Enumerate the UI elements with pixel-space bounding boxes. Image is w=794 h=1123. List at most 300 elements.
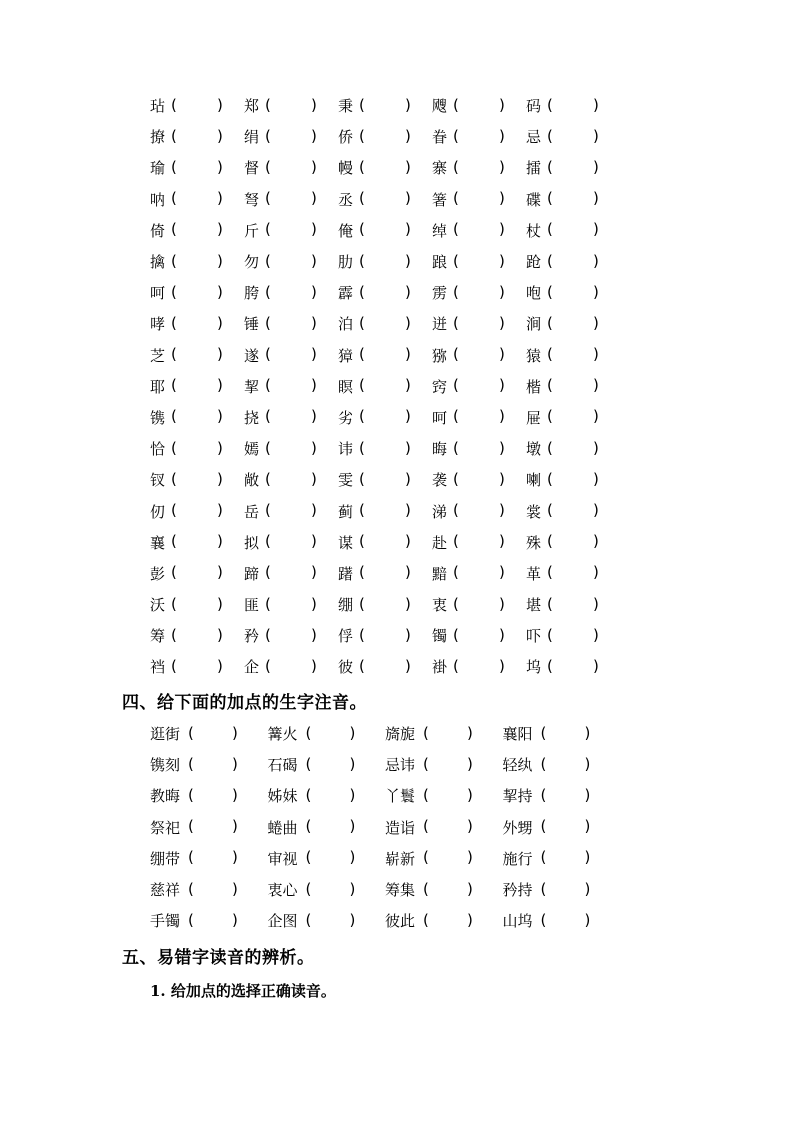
char-text: 墩: [526, 440, 542, 459]
pinyin-blank[interactable]: [545, 532, 620, 552]
close-paren: ): [232, 848, 238, 867]
pinyin-blank[interactable]: [421, 848, 501, 868]
pinyin-blank[interactable]: [357, 595, 432, 615]
char-text: 猿: [526, 346, 542, 365]
pinyin-blank[interactable]: [357, 376, 432, 396]
pinyin-blank[interactable]: [357, 345, 432, 365]
pinyin-blank[interactable]: [169, 501, 244, 521]
word-row: [150, 843, 620, 874]
word-row: [150, 905, 620, 936]
pinyin-blank[interactable]: [539, 786, 619, 806]
pinyin-blank[interactable]: [357, 189, 432, 209]
char-item: [526, 251, 620, 272]
pinyin-blank[interactable]: [263, 314, 338, 334]
section-5-heading: 五、易错字读音的辨析。: [122, 948, 315, 968]
char-item: [432, 469, 526, 490]
char-text: 瞑: [338, 377, 354, 396]
close-paren: ): [499, 220, 505, 239]
pinyin-blank[interactable]: [539, 724, 619, 744]
close-paren: ): [217, 594, 223, 613]
word-text: 施行: [502, 849, 533, 868]
char-text: 绰: [432, 221, 448, 240]
close-paren: ): [232, 817, 238, 836]
char-item: [244, 345, 338, 366]
pinyin-blank[interactable]: [451, 501, 526, 521]
pinyin-blank[interactable]: [357, 626, 432, 646]
close-paren: ): [217, 501, 223, 520]
open-paren: (: [453, 438, 459, 457]
pinyin-blank[interactable]: [451, 657, 526, 677]
char-item: [338, 438, 432, 459]
close-paren: ): [499, 251, 505, 270]
close-paren: ): [499, 407, 505, 426]
open-paren: (: [359, 157, 365, 176]
close-paren: ): [584, 910, 591, 929]
pinyin-blank[interactable]: [421, 755, 501, 775]
char-item: [432, 563, 526, 584]
pinyin-blank[interactable]: [263, 220, 338, 240]
close-paren: ): [311, 313, 317, 332]
close-paren: ): [311, 345, 317, 364]
word-item: [268, 785, 386, 806]
pinyin-blank[interactable]: [186, 786, 266, 806]
open-paren: (: [547, 126, 553, 145]
pinyin-blank[interactable]: [545, 439, 620, 459]
char-text: 撩: [150, 128, 166, 147]
char-text: 袭: [432, 471, 448, 490]
pinyin-blank[interactable]: [539, 848, 619, 868]
close-paren: ): [405, 220, 411, 239]
open-paren: (: [453, 282, 459, 301]
char-item: [432, 376, 526, 397]
word-item: [503, 785, 621, 806]
pinyin-blank[interactable]: [545, 657, 620, 677]
open-paren: (: [188, 910, 194, 929]
char-row: [150, 90, 620, 121]
char-text: 殊: [526, 533, 542, 552]
word-text: 旖旎: [385, 725, 416, 744]
pinyin-blank[interactable]: [357, 96, 432, 116]
char-item: [150, 95, 244, 116]
char-text: 镯: [432, 627, 448, 646]
open-paren: (: [359, 501, 365, 520]
word-item: [150, 879, 268, 900]
open-paren: (: [423, 754, 429, 773]
char-item: [150, 656, 244, 677]
pinyin-blank[interactable]: [357, 501, 432, 521]
char-item: [526, 282, 620, 303]
close-paren: ): [311, 282, 317, 301]
pinyin-blank[interactable]: [263, 532, 338, 552]
pinyin-blank[interactable]: [545, 314, 620, 334]
pinyin-blank[interactable]: [304, 880, 384, 900]
char-text: 弩: [244, 190, 260, 209]
pinyin-blank[interactable]: [169, 532, 244, 552]
pinyin-blank[interactable]: [451, 595, 526, 615]
char-text: 镌: [150, 408, 166, 427]
pinyin-blank[interactable]: [451, 158, 526, 178]
word-text: 祭祀: [150, 818, 181, 837]
char-item: [432, 656, 526, 677]
pinyin-blank[interactable]: [169, 96, 244, 116]
word-item: [503, 754, 621, 775]
close-paren: ): [584, 754, 591, 773]
pinyin-blank[interactable]: [545, 96, 620, 116]
pinyin-blank[interactable]: [545, 283, 620, 303]
char-item: [338, 95, 432, 116]
pinyin-blank[interactable]: [263, 439, 338, 459]
pinyin-blank[interactable]: [304, 848, 384, 868]
pinyin-blank[interactable]: [451, 407, 526, 427]
open-paren: (: [265, 501, 271, 520]
close-paren: ): [405, 656, 411, 675]
pinyin-blank[interactable]: [263, 158, 338, 178]
word-item: [150, 723, 268, 744]
pinyin-blank[interactable]: [186, 880, 266, 900]
pinyin-blank[interactable]: [357, 563, 432, 583]
char-text: 岳: [244, 502, 260, 521]
char-item: [338, 532, 432, 553]
close-paren: ): [499, 345, 505, 364]
open-paren: (: [547, 345, 553, 364]
pinyin-blank[interactable]: [263, 345, 338, 365]
pinyin-blank[interactable]: [357, 657, 432, 677]
close-paren: ): [584, 848, 591, 867]
close-paren: ): [584, 879, 591, 898]
pinyin-blank[interactable]: [357, 220, 432, 240]
pinyin-blank[interactable]: [451, 314, 526, 334]
char-text: 锤: [244, 315, 260, 334]
pinyin-blank[interactable]: [186, 817, 266, 837]
open-paren: (: [305, 879, 312, 898]
close-paren: ): [593, 345, 599, 364]
open-paren: (: [265, 220, 271, 239]
close-paren: ): [217, 282, 223, 301]
pinyin-blank[interactable]: [539, 911, 619, 931]
close-paren: ): [217, 625, 223, 644]
char-text: 眷: [432, 128, 448, 147]
pinyin-blank[interactable]: [545, 189, 620, 209]
open-paren: (: [359, 220, 365, 239]
close-paren: ): [499, 501, 505, 520]
char-text: 擒: [150, 253, 166, 272]
pinyin-blank[interactable]: [357, 158, 432, 178]
open-paren: (: [547, 625, 553, 644]
pinyin-blank[interactable]: [169, 220, 244, 240]
open-paren: (: [547, 563, 553, 582]
char-item: [526, 376, 620, 397]
pinyin-blank[interactable]: [263, 189, 338, 209]
close-paren: ): [584, 723, 591, 742]
open-paren: (: [188, 879, 194, 898]
open-paren: (: [547, 656, 553, 675]
char-item: [150, 563, 244, 584]
pinyin-blank[interactable]: [304, 817, 384, 837]
char-item: [432, 313, 526, 334]
open-paren: (: [265, 376, 271, 395]
char-row: [150, 184, 620, 215]
pinyin-blank[interactable]: [545, 563, 620, 583]
open-paren: (: [265, 345, 271, 364]
char-item: [150, 407, 244, 428]
pinyin-blank[interactable]: [169, 407, 244, 427]
pinyin-blank[interactable]: [169, 252, 244, 272]
pinyin-blank[interactable]: [545, 376, 620, 396]
pinyin-blank[interactable]: [451, 96, 526, 116]
char-item: [244, 407, 338, 428]
pinyin-blank[interactable]: [451, 439, 526, 459]
open-paren: (: [265, 625, 271, 644]
char-item: [526, 594, 620, 615]
close-paren: ): [311, 189, 317, 208]
open-paren: (: [171, 469, 177, 488]
pinyin-blank[interactable]: [539, 755, 619, 775]
open-paren: (: [265, 438, 271, 457]
pinyin-blank[interactable]: [545, 470, 620, 490]
close-paren: ): [467, 817, 473, 836]
pinyin-blank[interactable]: [169, 439, 244, 459]
pinyin-blank[interactable]: [451, 345, 526, 365]
char-text: 晦: [432, 440, 448, 459]
pinyin-blank[interactable]: [421, 817, 501, 837]
pinyin-blank[interactable]: [357, 532, 432, 552]
pinyin-blank[interactable]: [169, 595, 244, 615]
char-text: 忌: [526, 128, 542, 147]
pinyin-blank[interactable]: [304, 755, 384, 775]
pinyin-blank[interactable]: [545, 595, 620, 615]
pinyin-blank[interactable]: [169, 127, 244, 147]
pinyin-blank[interactable]: [545, 127, 620, 147]
word-item: [150, 848, 268, 869]
pinyin-blank[interactable]: [539, 817, 619, 837]
char-item: [338, 313, 432, 334]
open-paren: (: [359, 95, 365, 114]
pinyin-blank[interactable]: [451, 189, 526, 209]
char-text: 霹: [338, 284, 354, 303]
pinyin-blank[interactable]: [421, 724, 501, 744]
pinyin-blank[interactable]: [421, 786, 501, 806]
pinyin-blank[interactable]: [451, 470, 526, 490]
close-paren: ): [593, 407, 599, 426]
pinyin-blank[interactable]: [169, 345, 244, 365]
pinyin-blank[interactable]: [421, 911, 501, 931]
open-paren: (: [453, 501, 459, 520]
close-paren: ): [405, 438, 411, 457]
pinyin-blank[interactable]: [545, 626, 620, 646]
close-paren: ): [499, 282, 505, 301]
pinyin-blank[interactable]: [304, 911, 384, 931]
open-paren: (: [265, 469, 271, 488]
pinyin-blank[interactable]: [545, 501, 620, 521]
pinyin-blank[interactable]: [357, 314, 432, 334]
pinyin-blank[interactable]: [263, 563, 338, 583]
char-item: [526, 220, 620, 241]
close-paren: ): [467, 754, 473, 773]
char-text: 屉: [526, 408, 542, 427]
pinyin-blank[interactable]: [169, 657, 244, 677]
char-text: 瑜: [150, 159, 166, 178]
char-item: [526, 501, 620, 522]
character-annotation-grid: [150, 90, 620, 683]
pinyin-blank[interactable]: [545, 252, 620, 272]
pinyin-blank[interactable]: [451, 127, 526, 147]
open-paren: (: [423, 723, 429, 742]
close-paren: ): [217, 189, 223, 208]
pinyin-blank[interactable]: [169, 626, 244, 646]
pinyin-blank[interactable]: [169, 563, 244, 583]
char-row: [150, 620, 620, 651]
open-paren: (: [547, 313, 553, 332]
word-item: [385, 785, 503, 806]
pinyin-blank[interactable]: [545, 220, 620, 240]
pinyin-blank[interactable]: [357, 252, 432, 272]
pinyin-blank[interactable]: [186, 911, 266, 931]
pinyin-blank[interactable]: [169, 376, 244, 396]
char-text: 挈: [244, 377, 260, 396]
word-text: 逛街: [150, 725, 181, 744]
open-paren: (: [265, 563, 271, 582]
open-paren: (: [359, 126, 365, 145]
pinyin-blank[interactable]: [539, 880, 619, 900]
open-paren: (: [305, 723, 312, 742]
char-text: 侨: [338, 128, 354, 147]
char-item: [244, 594, 338, 615]
close-paren: ): [349, 754, 356, 773]
open-paren: (: [188, 848, 194, 867]
open-paren: (: [265, 656, 271, 675]
char-text: 勿: [244, 253, 260, 272]
pinyin-blank[interactable]: [169, 158, 244, 178]
char-item: [244, 95, 338, 116]
open-paren: (: [171, 345, 177, 364]
close-paren: ): [217, 563, 223, 582]
pinyin-blank[interactable]: [263, 283, 338, 303]
pinyin-blank[interactable]: [451, 626, 526, 646]
char-item: [150, 126, 244, 147]
char-item: [150, 189, 244, 210]
char-item: [244, 282, 338, 303]
close-paren: ): [405, 407, 411, 426]
char-text: 芝: [150, 346, 166, 365]
open-paren: (: [359, 345, 365, 364]
close-paren: ): [593, 251, 599, 270]
close-paren: ): [499, 563, 505, 582]
char-item: [432, 438, 526, 459]
close-paren: ): [593, 532, 599, 551]
pinyin-blank[interactable]: [186, 724, 266, 744]
open-paren: (: [305, 848, 312, 867]
close-paren: ): [349, 848, 356, 867]
pinyin-blank[interactable]: [357, 127, 432, 147]
pinyin-blank[interactable]: [263, 96, 338, 116]
close-paren: ): [349, 785, 356, 804]
char-text: 呵: [150, 284, 166, 303]
close-paren: ): [405, 95, 411, 114]
pinyin-blank[interactable]: [545, 407, 620, 427]
pinyin-blank[interactable]: [421, 880, 501, 900]
char-item: [526, 625, 620, 646]
char-text: 企: [244, 658, 260, 677]
pinyin-blank[interactable]: [451, 376, 526, 396]
char-item: [338, 189, 432, 210]
pinyin-blank[interactable]: [169, 314, 244, 334]
char-text: 钗: [150, 471, 166, 490]
open-paren: (: [305, 817, 312, 836]
close-paren: ): [467, 910, 473, 929]
pinyin-blank[interactable]: [357, 283, 432, 303]
pinyin-blank[interactable]: [304, 724, 384, 744]
char-text: 矜: [244, 627, 260, 646]
close-paren: ): [311, 438, 317, 457]
pinyin-blank[interactable]: [186, 848, 266, 868]
char-item: [432, 251, 526, 272]
pinyin-blank[interactable]: [357, 439, 432, 459]
pinyin-blank[interactable]: [357, 470, 432, 490]
pinyin-blank[interactable]: [186, 755, 266, 775]
char-text: 擂: [526, 159, 542, 178]
pinyin-blank[interactable]: [169, 470, 244, 490]
pinyin-blank[interactable]: [545, 345, 620, 365]
pinyin-blank[interactable]: [263, 407, 338, 427]
char-item: [526, 313, 620, 334]
pinyin-blank[interactable]: [263, 626, 338, 646]
word-text: 山坞: [502, 912, 533, 931]
pinyin-blank[interactable]: [263, 501, 338, 521]
close-paren: ): [405, 532, 411, 551]
char-item: [338, 376, 432, 397]
close-paren: ): [405, 189, 411, 208]
char-item: [150, 345, 244, 366]
open-paren: (: [171, 157, 177, 176]
char-text: 秉: [338, 97, 354, 116]
close-paren: ): [311, 501, 317, 520]
open-paren: (: [265, 594, 271, 613]
char-text: 躇: [338, 564, 354, 583]
close-paren: ): [405, 126, 411, 145]
pinyin-blank[interactable]: [451, 532, 526, 552]
open-paren: (: [453, 407, 459, 426]
pinyin-blank[interactable]: [263, 376, 338, 396]
char-text: 丞: [338, 190, 354, 209]
pinyin-blank[interactable]: [451, 252, 526, 272]
close-paren: ): [349, 817, 356, 836]
char-text: 胯: [244, 284, 260, 303]
pinyin-blank[interactable]: [451, 220, 526, 240]
close-paren: ): [311, 532, 317, 551]
pinyin-blank[interactable]: [263, 127, 338, 147]
pinyin-blank[interactable]: [451, 283, 526, 303]
open-paren: (: [453, 157, 459, 176]
close-paren: ): [217, 345, 223, 364]
word-item: [385, 754, 503, 775]
char-item: [244, 251, 338, 272]
pinyin-blank[interactable]: [357, 407, 432, 427]
pinyin-blank[interactable]: [263, 252, 338, 272]
pinyin-blank[interactable]: [169, 283, 244, 303]
open-paren: (: [423, 848, 429, 867]
open-paren: (: [540, 817, 547, 836]
pinyin-blank[interactable]: [263, 470, 338, 490]
pinyin-blank[interactable]: [304, 786, 384, 806]
pinyin-blank[interactable]: [545, 158, 620, 178]
open-paren: (: [265, 282, 271, 301]
pinyin-blank[interactable]: [263, 657, 338, 677]
close-paren: ): [217, 376, 223, 395]
pinyin-blank[interactable]: [263, 595, 338, 615]
char-text: 蓟: [338, 502, 354, 521]
pinyin-blank[interactable]: [169, 189, 244, 209]
pinyin-blank[interactable]: [451, 563, 526, 583]
